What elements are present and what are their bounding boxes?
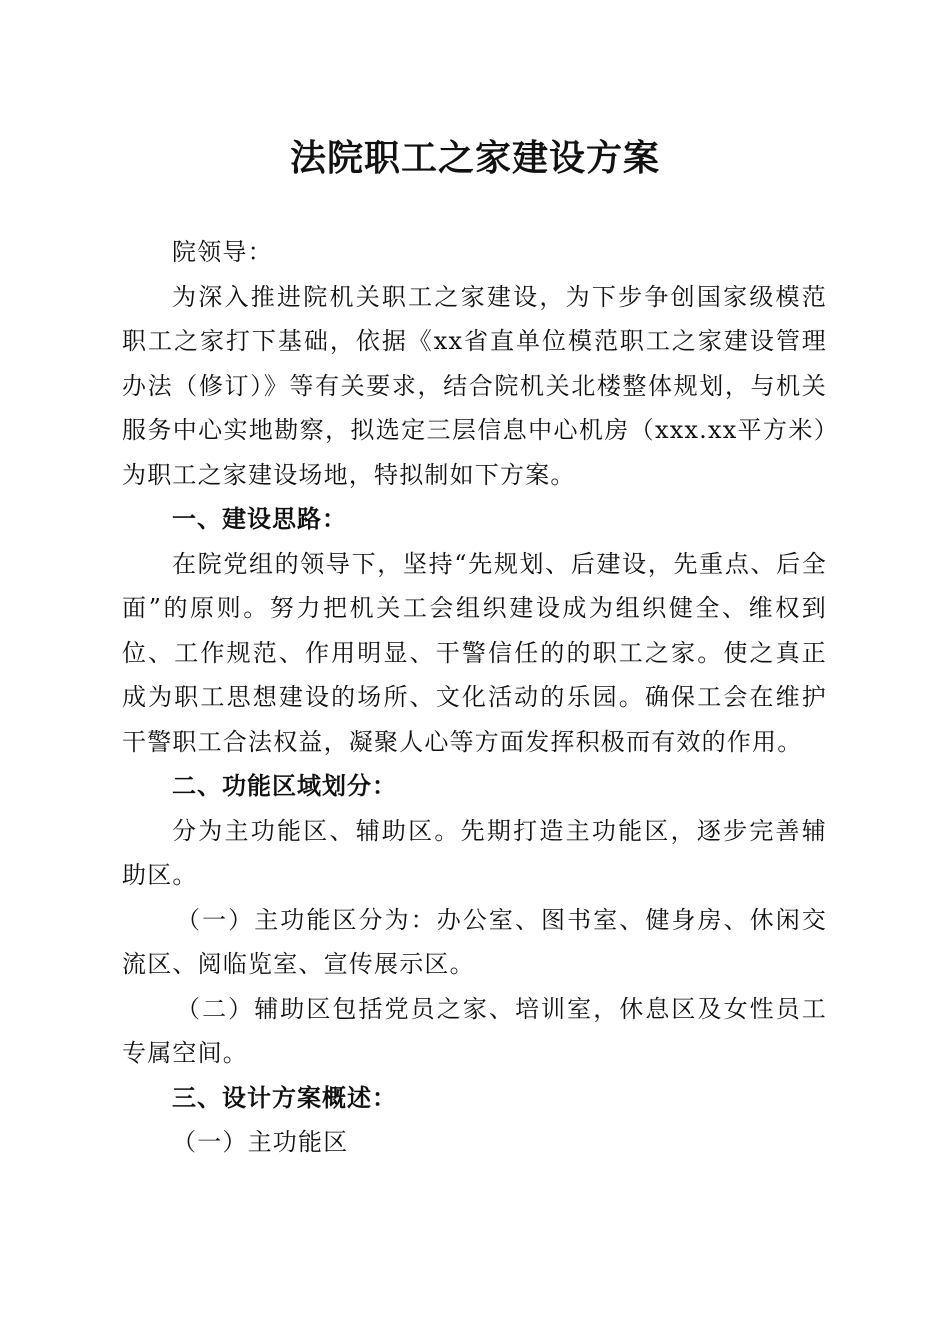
section-2-paragraph: 分为主功能区、辅助区。先期打造主功能区，逐步完善辅助区。: [122, 816, 827, 889]
section-heading-3: 三、设计方案概述：: [172, 1082, 397, 1112]
section-heading-2: 二、功能区域划分：: [172, 771, 397, 800]
section-3-subheading: （一）主功能区: [172, 1128, 349, 1156]
section-2-item-2: （二）辅助区包括党员之家、培训室，休息区及女性员工专属空间。: [122, 994, 827, 1067]
section-heading-1: 一、建设思路：: [172, 504, 347, 533]
section-1-paragraph: 在院党组的领导下，坚持“先规划、后建设，先重点、后全面”的原则。努力把机关工会组织建设成为组织健全、维权到位、工作规范、作用明显、干警信任的的职工之家。使之真正成为职工思想建设的场所、文化活动的乐园。确保工会在维护干警职工合法权益，凝聚人心等方面发挥积极而有效的作用。: [122, 549, 827, 756]
intro-paragraph: 为深入推进院机关职工之家建设，为下步争创国家级模范职工之家打下基础，依据《xx省直单位模范职工之家建设管理办法（修订）》等有关要求，结合院机关北楼整体规划，与机关服务中心实地勘察，拟选定三层信息中心机房（xxx.xx平方米）为职工之家建设场地，特拟制如下方案。: [122, 282, 827, 489]
document-body: [122, 230, 827, 1165]
document-title: 法院职工之家建设方案: [289, 137, 660, 179]
section-2-item-1: （一）主功能区分为：办公室、图书室、健身房、休闲交流区、阅临览室、宣传展示区。: [122, 905, 827, 978]
salutation: 院领导：: [172, 238, 273, 266]
